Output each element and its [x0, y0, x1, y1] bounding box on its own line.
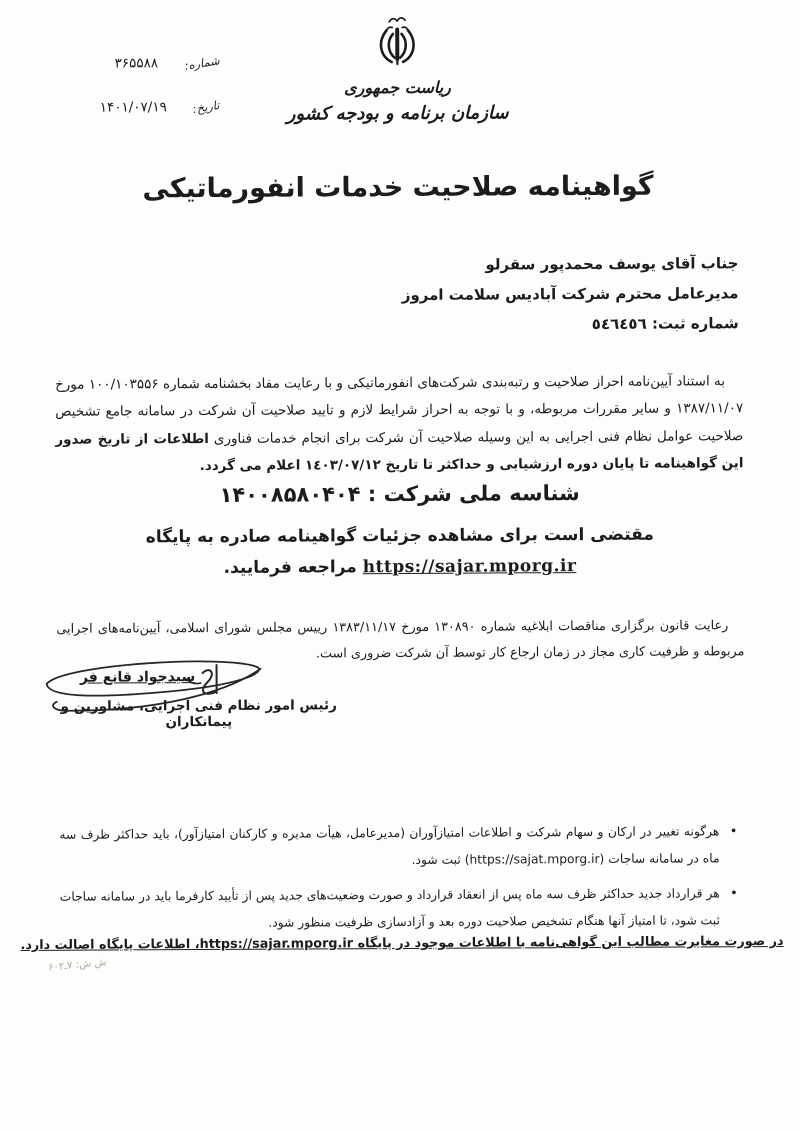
portal-note — [0, 519, 800, 585]
org-name-pbo: سازمان برنامه و بودجه کشور — [286, 102, 509, 125]
authenticity-note: در صورت مغایرت مطالب این گواهی‌نامه با اطلاعات موجود در پایگاه https://sajar.mporg.ir، اطلاعات پایگاه اصالت دارد. — [20, 933, 784, 953]
org-name-presidency: ریاست جمهوری — [344, 77, 451, 98]
portal-note-suffix: مراجعه فرمایید. — [223, 557, 357, 578]
portal-note-line2 — [0, 550, 800, 585]
recipient-name: جناب آقای یوسف محمدپور سقرلو — [485, 254, 739, 274]
signatory-role: رئیس امور نظام فنی اجرایی، مشاورین و پیمانکاران — [60, 697, 337, 731]
footnote-item-1 — [59, 818, 737, 876]
letter-number-label: شماره: — [183, 53, 221, 73]
certificate-body-paragraph — [55, 368, 744, 482]
signatory-name: سیدجواد قانع فر — [79, 669, 196, 686]
letter-number-value: ۳۶۵۵۸۸ — [114, 55, 159, 72]
body-text-validity-bold: اطلاعات از تاریخ صدور این گواهینامه تا پایان دوره ارزشیابی و حداکثر تا تاریخ ۱٤۰۳/۰۷/۱۲ اعلام می گردد. — [55, 430, 744, 475]
body-text-regular: به استناد آیین‌نامه احراز صلاحیت و رتبه‌بندی شرکت‌های انفورماتیکی و با رعایت مفاد بخشنامه شماره ۱۰۰/۱۰۳۵۵۶ مورخ ۱۳۸۷/۱۱/۰۷ و سایر مقررات مربوطه، و با توجه به احراز شرایط لازم و تایید صلاحیت آن شرکت در سامانه جامع تشخیص صلاحیت عوامل نظام فنی اجرایی به این وسیله صلاحیت آن شرکت برای انجام خدمات فناوری — [55, 372, 744, 447]
footnote-item-2 — [60, 880, 738, 938]
recipient-registration-number: شماره ثبت: ٥٤٦٤٥٦ — [591, 314, 739, 333]
recipient-block — [402, 248, 739, 340]
page-title: گواهینامه صلاحیت خدمات انفورماتیکی — [142, 170, 654, 205]
letterhead — [0, 10, 798, 126]
form-code: ش ش: ۷ـ۶۰۲ — [47, 957, 108, 974]
bullet-icon: • — [730, 886, 738, 902]
national-id-label: شناسه ملی شرکت : — [367, 481, 580, 507]
tender-law-paragraph: رعایت قانون برگزاری مناقصات ابلاغیه شماره ۱۳۰۸۹۰ مورخ ۱۳۸۳/۱۱/۱۷ رییس مجلس شورای اسلامی، آیین‌نامه‌های اجرایی مربوطه و ظرفیت کاری مجاز در زمان ارجاع کار توسط آن شرکت ضروری است. — [56, 618, 745, 662]
national-id-value: ۱۴۰۰۸۵۸۰۴۰۴ — [219, 482, 361, 507]
footnote-2-text: هر قرارداد جدید حداکثر ظرف سه ماه پس از انعقاد قرارداد و صورت وضعیت‌های جدید پس از تأیید کارفرما باید در سامانه ساجات ثبت شود، تا امتیاز آنها هنگام تشخیص صلاحیت دوره بعد و آزادسازی ظرفیت منظور شود. — [59, 886, 720, 930]
letter-date-value: ۱۴۰۱/۰۷/۱۹ — [99, 99, 167, 116]
national-id-line — [0, 480, 800, 508]
handwritten-signature-icon — [36, 653, 272, 720]
iran-national-emblem-icon — [374, 12, 420, 76]
footnote-1-text: هرگونه تغییر در ارکان و سهام شرکت و اطلاعات امتیازآوران (مدیرعامل، هیأت مدیره و کارکنان امتیازآور)، باید حداکثر ظرف سه ماه در سامانه ساجات (https://sajat.mporg.ir) ثبت شود. — [59, 824, 720, 867]
portal-note-line1: مقتضی است برای مشاهده جزئیات گواهینامه صادره به پایگاه — [145, 524, 654, 548]
recipient-role: مدیرعامل محترم شرکت آبادیس سلامت امروز — [401, 284, 739, 304]
letter-date-label: تاریخ: — [191, 97, 221, 117]
bullet-icon: • — [729, 824, 738, 840]
footnotes-list — [59, 818, 738, 946]
sajar-url-link: https://sajar.mporg.ir — [362, 556, 577, 578]
